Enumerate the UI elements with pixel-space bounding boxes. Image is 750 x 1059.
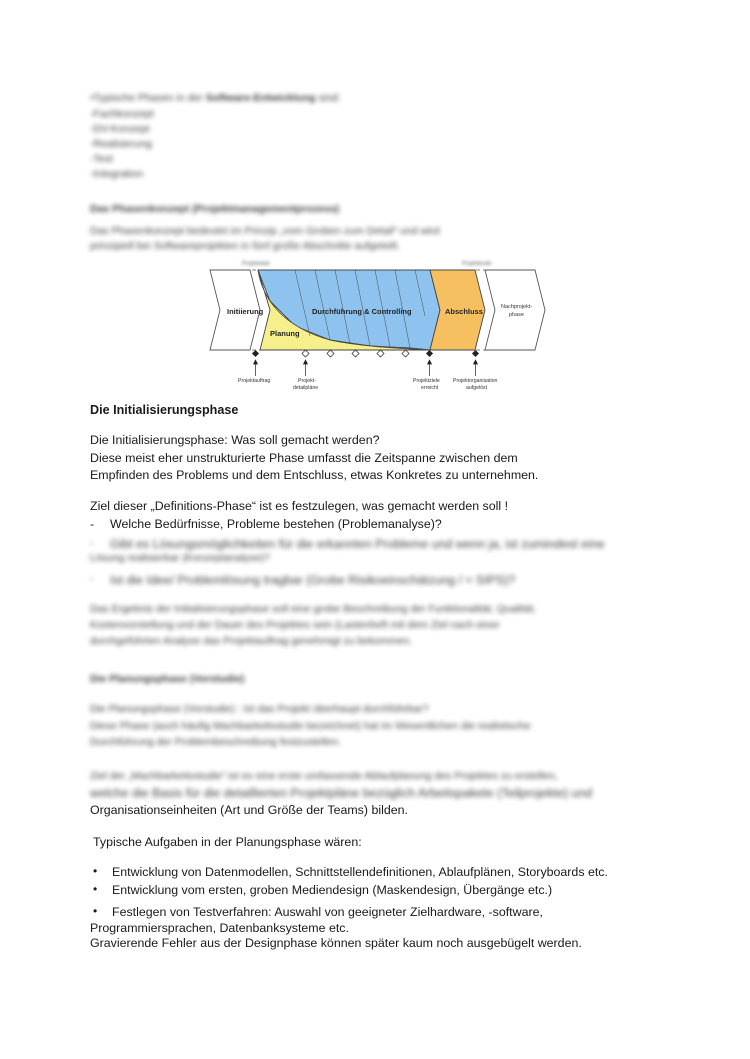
bullet-dot: • <box>93 904 98 918</box>
milestones <box>252 350 479 357</box>
intro-bold: Software-Entwicklung <box>205 92 316 104</box>
marker-label-4b: aufgelöst <box>466 385 488 391</box>
init-question: Die Initialisierungsphase: Was soll gemacht werden? <box>90 433 380 447</box>
init-goal: Ziel dieser „Definitions-Phase“ ist es festzulegen, was gemacht werden soll ! <box>90 499 509 513</box>
phase-after-label-2: phase <box>509 312 524 318</box>
marker-label-2b: detailpläne <box>293 385 319 391</box>
intro-item: -Test <box>90 153 113 165</box>
planning-heading: Die Planungsphase (Vorstudie) <box>90 673 245 685</box>
init-bullet: Welche Bedürfnisse, Probleme bestehen (Problemanalyse)? <box>110 517 442 531</box>
marker-label-1: Projektauftrag <box>238 378 271 384</box>
init-bullet: Gibt es Lösungsmöglichkeiten für die erkannten Probleme und wenn ja, ist zumindest eine <box>110 537 605 551</box>
init-result: durchgeführten Analyse das Projektauftrag genehmigt zu bekommen. <box>90 635 413 647</box>
planning-goal: welche die Basis für die detaillierten Projektpläne bezüglich Arbeitspakete (Teilprojekte) und <box>90 786 593 800</box>
dash-bullet: - <box>90 537 94 549</box>
planning-goal: Organisationseinheiten (Art und Größe der Teams) bilden. <box>90 803 408 817</box>
init-text: Diese meist eher unstrukturierte Phase umfasst die Zeitspanne zwischen dem <box>90 451 518 465</box>
intro-item: -Fachkonzept <box>90 108 154 120</box>
phase-diagram <box>200 256 550 396</box>
init-bullet-cont: Lösung realisierbar (Konzeptanalyse)? <box>90 552 270 564</box>
planning-task: Entwicklung vom ersten, groben Mediendesign (Maskendesign, Übergänge etc.) <box>112 883 553 897</box>
init-bullet: Ist die Idee/ Problemlösung tragbar (Grobe Risikoeinschätzung / = SIPS)? <box>110 573 516 587</box>
bullet-dot: • <box>93 882 98 896</box>
planning-tasks-heading: Typische Aufgaben in der Planungsphase wären: <box>93 835 362 849</box>
phasenkonzept-heading: Das Phasenkonzept (Projektmanagementprozess) <box>90 203 340 215</box>
init-heading: Die Initialisierungsphase <box>90 403 239 417</box>
marker-label-3a: Projektziele <box>413 378 440 384</box>
planning-text: Durchführung der Problembeschreibung festzustellen. <box>90 736 341 748</box>
init-text: Empfinden des Problems und dem Entschluss, etwas Konkretes zu unternehmen. <box>90 468 539 482</box>
planning-text: Diese Phase (auch häufig Machbarkeitsstudie bezeichnet) hat im Wesentlichen die realistische <box>90 720 531 732</box>
dash-bullet: - <box>90 573 94 585</box>
milestone-arrows <box>254 360 478 376</box>
phase-execution-label: Durchführung & Controlling <box>312 307 412 316</box>
phasenkonzept-text: prinzipiell bei Softwareprojekten in fünf große Abschnitte aufgeteilt. <box>90 240 400 252</box>
planning-task: Festlegen von Testverfahren: Auswahl von geeigneter Zielhardware, -software, <box>112 905 543 919</box>
planning-goal: Ziel der „Machbarkeitsstudie“ ist es eine erste umfassende Ablaufplanung des Projektes zu erstellen, <box>90 770 558 782</box>
planning-task-cont: Programmiersprachen, Datenbanksysteme etc. <box>90 921 349 935</box>
phase-planning-label: Planung <box>270 329 300 338</box>
phase-init-label: Initiierung <box>227 307 264 316</box>
intro-item: -DV-Konzept <box>90 123 150 135</box>
planning-question: Die Planungsphase (Vorstudie) : Ist das Projekt überhaupt durchführbar? <box>90 703 429 715</box>
phasenkonzept-text: Das Phasenkonzept bedeutet im Prinzip „vom Groben zum Detail“ und wird <box>90 225 440 237</box>
dash-bullet: - <box>90 517 95 531</box>
phase-close-label: Abschluss <box>445 307 483 316</box>
bullet-dot: • <box>93 864 98 878</box>
phase-after-shape <box>485 270 545 350</box>
planning-closing: Gravierende Fehler aus der Designphase können später kaum noch ausgebügelt werden. <box>90 936 582 950</box>
project-start-label: Projektstart <box>242 261 270 267</box>
project-end-label: Projektende <box>462 261 492 267</box>
marker-label-2a: Projekt- <box>298 378 316 384</box>
intro-prefix: •Typische Phasen in der <box>90 92 206 104</box>
init-result: Das Ergebnis der Initialisierungsphase soll eine grobe Beschreibung der Funktionalität, Qualität, <box>90 603 536 615</box>
intro-suffix: sind: <box>315 92 341 104</box>
init-result: Kostenvorstellung und der Dauer des Projektes sein (Lastenheft mit dem Ziel nach einer <box>90 619 500 631</box>
planning-task: Entwicklung von Datenmodellen, Schnittstellendefinitionen, Ablaufplänen, Storyboards etc. <box>112 865 608 879</box>
phase-after-label-1: Nachprojekt- <box>501 304 533 310</box>
intro-item: -Realisierung <box>90 138 152 150</box>
marker-label-3b: erreicht <box>421 385 439 391</box>
intro-item: -Integration <box>90 168 144 180</box>
marker-label-4a: Projektorganisation <box>453 378 498 384</box>
intro-line <box>90 91 341 105</box>
